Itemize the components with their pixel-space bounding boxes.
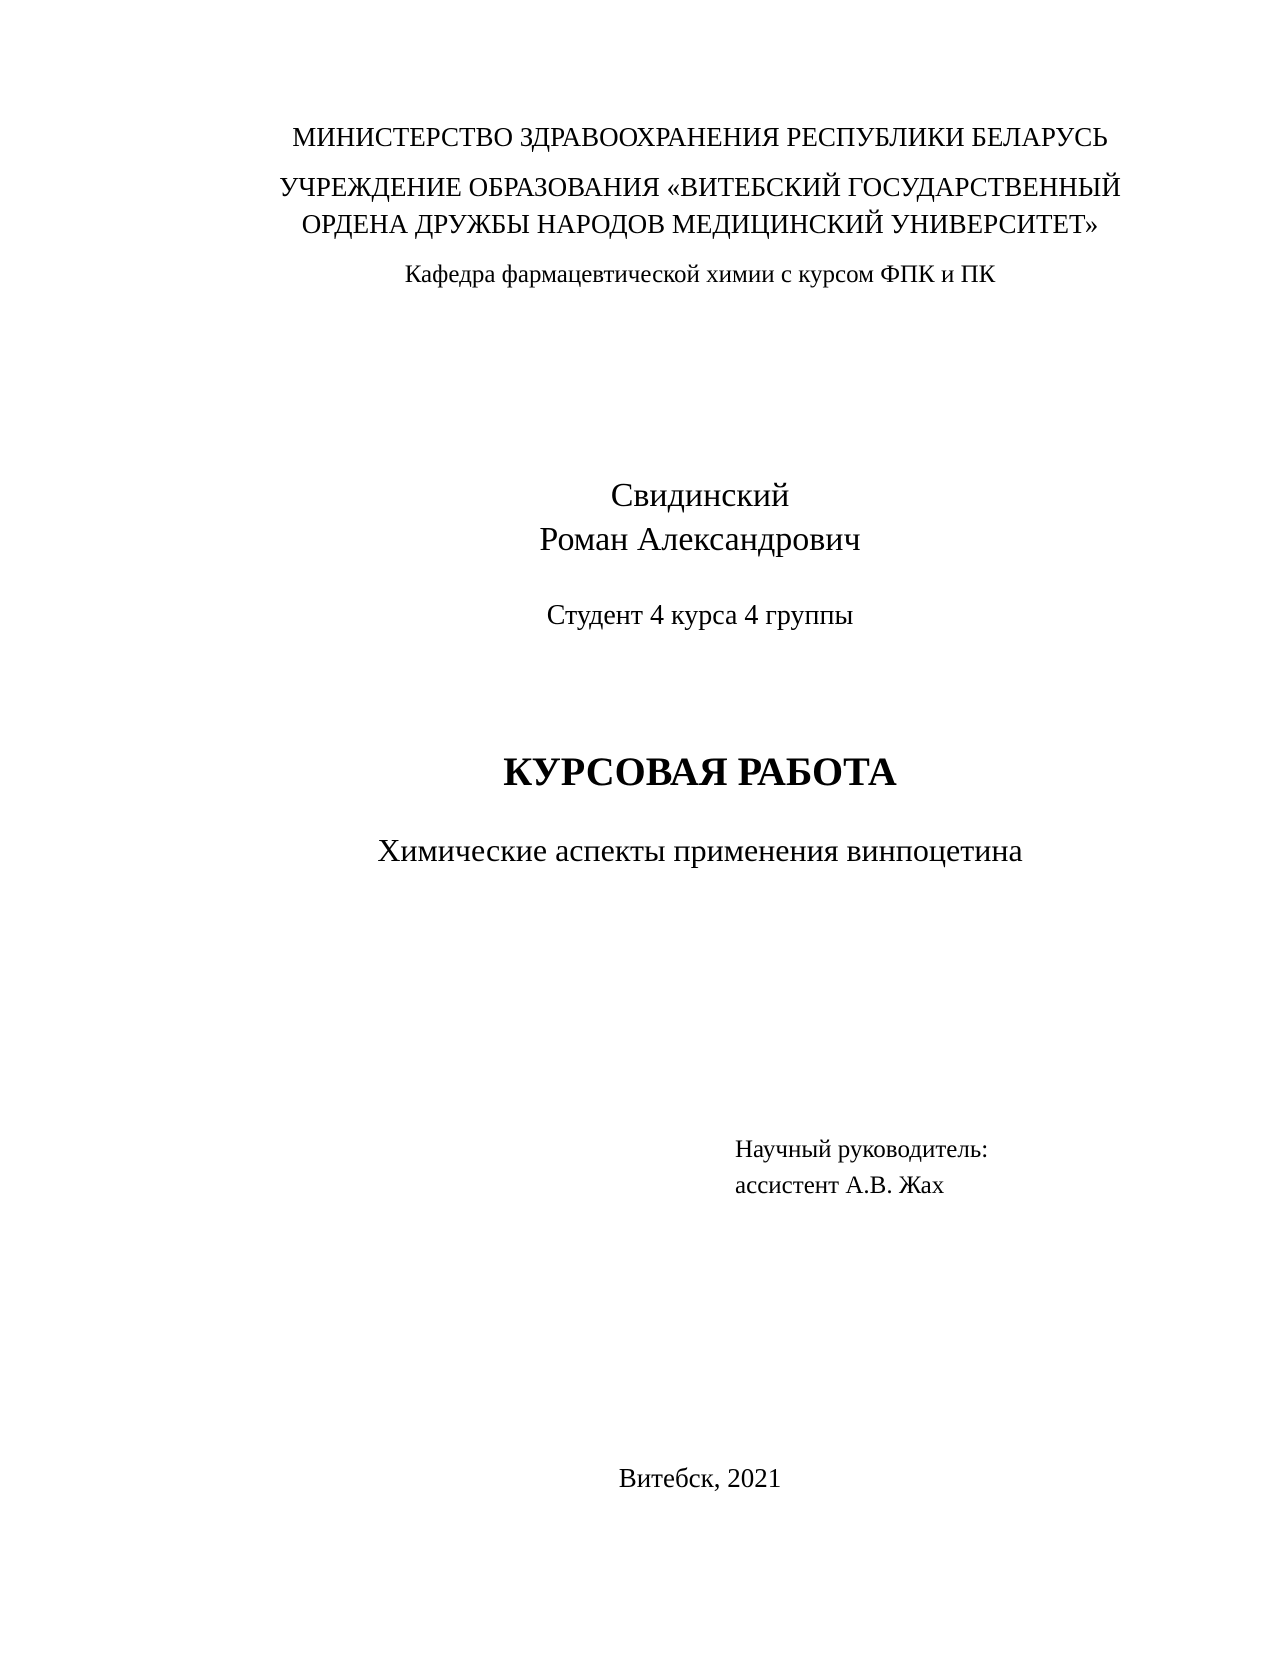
- supervisor-role: Научный руководитель:: [735, 1136, 989, 1163]
- work-topic: Химические аспекты применения винпоцетина: [377, 832, 1023, 868]
- ministry-heading: МИНИСТЕРСТВО ЗДРАВООХРАНЕНИЯ РЕСПУБЛИКИ БЕЛАРУСЬ: [292, 122, 1108, 152]
- city-year: Витебск, 2021: [618, 1463, 782, 1493]
- author-given-names: Роман Александрович: [539, 521, 861, 558]
- department-heading: Кафедра фармацевтической химии с курсом ФПК и ПК: [404, 261, 996, 288]
- work-type-title: КУРСОВАЯ РАБОТА: [503, 749, 897, 794]
- author-surname: Свидинский: [610, 477, 790, 514]
- student-info: Студент 4 курса 4 группы: [546, 600, 854, 631]
- institution-heading-line2: ОРДЕНА ДРУЖБЫ НАРОДОВ МЕДИЦИНСКИЙ УНИВЕРСИТЕТ»: [301, 209, 1099, 239]
- supervisor-name: ассистент А.В. Жах: [735, 1172, 945, 1199]
- institution-heading-line1: УЧРЕЖДЕНИЕ ОБРАЗОВАНИЯ «ВИТЕБСКИЙ ГОСУДАРСТВЕННЫЙ: [279, 172, 1121, 202]
